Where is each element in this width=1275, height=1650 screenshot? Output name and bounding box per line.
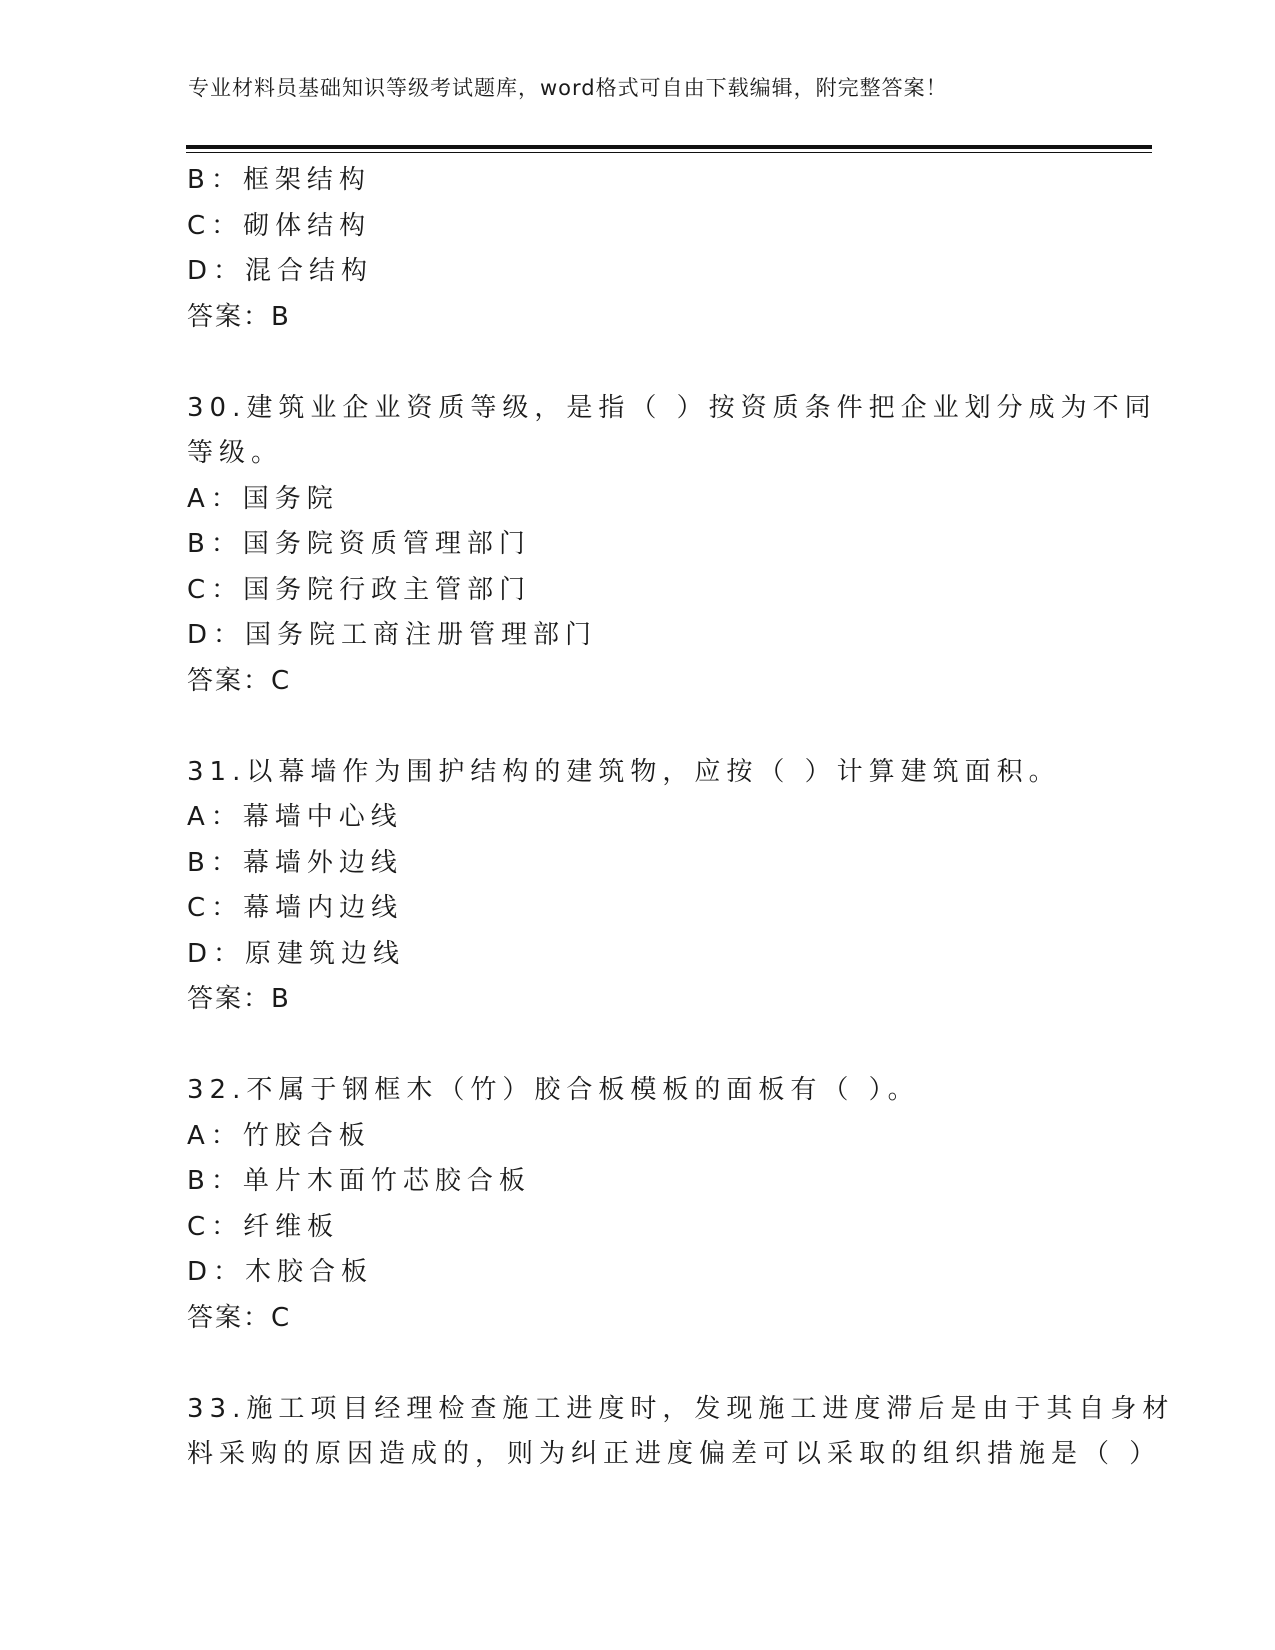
header-rule-thin (186, 152, 1152, 153)
option-a: A：竹胶合板 (187, 1120, 371, 1151)
answer (187, 295, 1087, 341)
option-b: B：国务院资质管理部门 (187, 529, 531, 559)
answer-label: 答案： (187, 1302, 272, 1333)
option-b: B：幕墙外边线 (187, 847, 403, 878)
option-a: A：国务院 (187, 483, 339, 514)
question-31 (187, 750, 1087, 1023)
answer (187, 977, 1087, 1023)
option-d: D：国务院工商注册管理部门 (187, 620, 598, 650)
answer-label: 答案： (187, 984, 272, 1014)
option-b: B：单片木面竹芯胶合板 (187, 1166, 531, 1196)
answer-label: 答案： (187, 301, 272, 332)
question-stem: 30.建筑业企业资质等级，是指（ ）按资质条件把企业划分成为不同 (187, 392, 1157, 423)
question-30 (187, 386, 1157, 705)
option-d: D：混合结构 (187, 256, 374, 286)
spacer (187, 340, 1087, 386)
option-d: D：原建筑边线 (187, 938, 406, 969)
answer-value: B (271, 984, 289, 1014)
spacer (187, 1023, 1087, 1069)
option-c: C：砌体结构 (187, 210, 372, 241)
option-d: D：木胶合板 (187, 1257, 374, 1287)
page-header: 专业材料员基础知识等级考试题库，word格式可自由下载编辑，附完整答案！ (188, 76, 948, 100)
question-33 (187, 1387, 1175, 1478)
question-stem: 料采购的原因造成的，则为纠正进度偏差可以采取的组织措施是（ ） (187, 1439, 1162, 1469)
option-c: C：幕墙内边线 (187, 893, 404, 923)
option-c: C：纤维板 (187, 1211, 340, 1242)
question-stem: 等级。 (187, 438, 284, 468)
answer-value: C (271, 1302, 290, 1333)
answer-label: 答案： (187, 665, 272, 696)
spacer (187, 704, 1087, 750)
question-stem: 32.不属于钢框木（竹）胶合板模板的面板有（ ）。 (187, 1075, 920, 1105)
answer (187, 1296, 1087, 1342)
question-stem: 33.施工项目经理检查施工进度时，发现施工进度滞后是由于其自身材 (187, 1393, 1175, 1424)
header-rule-thick (186, 145, 1152, 149)
answer-value: C (271, 665, 290, 696)
spacer (187, 1341, 1087, 1387)
option-b: B：框架结构 (187, 165, 371, 195)
question-list (187, 158, 1175, 1478)
question-32 (187, 1068, 1087, 1341)
question-29-continued (187, 158, 1087, 340)
option-a: A：幕墙中心线 (187, 802, 403, 832)
answer (187, 659, 1087, 705)
answer-value: B (271, 301, 289, 332)
option-c: C：国务院行政主管部门 (187, 574, 532, 605)
question-stem: 31.以幕墙作为围护结构的建筑物，应按（ ）计算建筑面积。 (187, 756, 1061, 787)
